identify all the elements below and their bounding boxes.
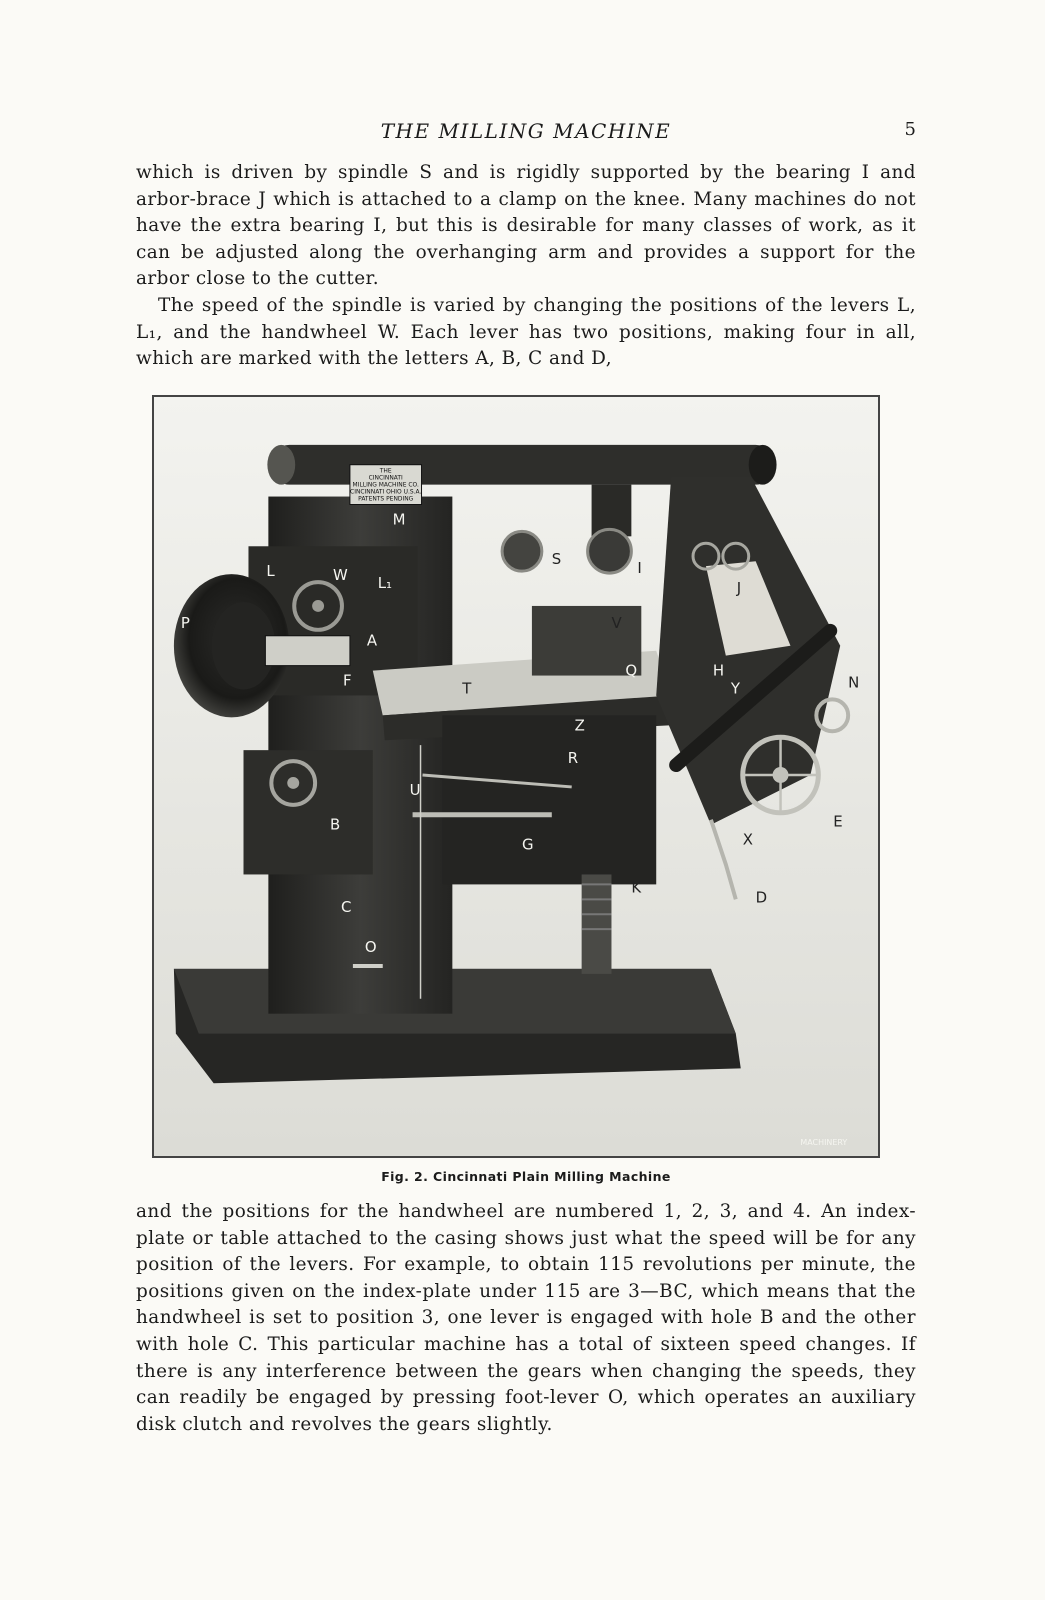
callout: R: [567, 749, 579, 768]
callout: L: [266, 562, 275, 581]
callout: U: [409, 780, 421, 799]
callout: L₁: [377, 574, 393, 593]
callout: C: [340, 898, 352, 917]
callout: I: [637, 559, 642, 578]
spindle-s: [502, 531, 542, 571]
body-paragraph: which is driven by spindle S and is rigidly supported by the bearing I and arbor-brace J which is attached to a clamp on the knee. Many machines do not have the extra bearing I, but this is desirable for many classes of work, as it can be adjusted along the overhanging arm and provides a support for the arbor close to the cutter.: [136, 162, 916, 290]
running-title: THE MILLING MACHINE: [380, 119, 672, 143]
page-number: 5: [904, 119, 916, 140]
callout: X: [742, 830, 753, 849]
callout: N: [848, 673, 860, 692]
watermark: MACHINERY: [800, 1137, 848, 1147]
svg-text:THE: THE: [379, 467, 392, 475]
svg-text:PATENTS PENDING: PATENTS PENDING: [358, 495, 414, 503]
callout: V: [611, 613, 622, 632]
callout: S: [551, 550, 562, 569]
callout: F: [342, 671, 352, 690]
milling-machine-illustration: [154, 397, 878, 1156]
body-paragraph: and the positions for the handwheel are numbered 1, 2, 3, and 4. An index-plate or table attached to the casing shows just what the speed will be for any position of the levers. For example, to obtain 115 revolutions per minute, the positions given on the index-plate under 115 are 3—BC, which means that the handwheel is set to position 3, one lever is engaged with hole B and the other with hole C. This particular machine has a total of sixteen speed changes. If there is any interference between the gears when changing the speeds, they can readily be engaged by pressing foot-lever O, which operates an auxiliary disk clutch and revolves the gears slightly.: [136, 1201, 916, 1435]
figure-caption: Fig. 2. Cincinnati Plain Milling Machine: [381, 1169, 671, 1184]
callout: O: [364, 938, 377, 957]
body-paragraph: The speed of the spindle is varied by changing the positions of the levers L, L₁, and the handwheel W. Each lever has two positions, making four in all, which are marked with the letters A, B, C and D,: [136, 295, 916, 370]
callout: Z: [574, 716, 585, 735]
callout: P: [180, 613, 190, 632]
figure-photo: [152, 395, 880, 1158]
svg-text:CINCINNATI: CINCINNATI: [368, 474, 403, 482]
callout: D: [755, 888, 768, 907]
callout: K: [631, 878, 642, 897]
svg-text:MILLING MACHINE CO.: MILLING MACHINE CO.: [352, 481, 419, 489]
page-header: [136, 119, 916, 147]
callout: Y: [730, 679, 740, 698]
callout: Q: [625, 661, 638, 680]
knee: [442, 715, 656, 884]
callout: W: [333, 566, 348, 585]
svg-text:CINCINNATI OHIO U.S.A.: CINCINNATI OHIO U.S.A.: [350, 488, 422, 496]
callout: A: [366, 631, 378, 650]
callout: B: [330, 815, 341, 834]
index-plate: [265, 636, 350, 666]
callout: E: [833, 812, 843, 831]
callout: T: [462, 679, 472, 698]
callout: J: [736, 579, 742, 598]
callout: G: [521, 835, 534, 854]
callout: H: [712, 661, 725, 680]
callout: M: [392, 510, 406, 529]
bearing-i: [588, 529, 632, 573]
